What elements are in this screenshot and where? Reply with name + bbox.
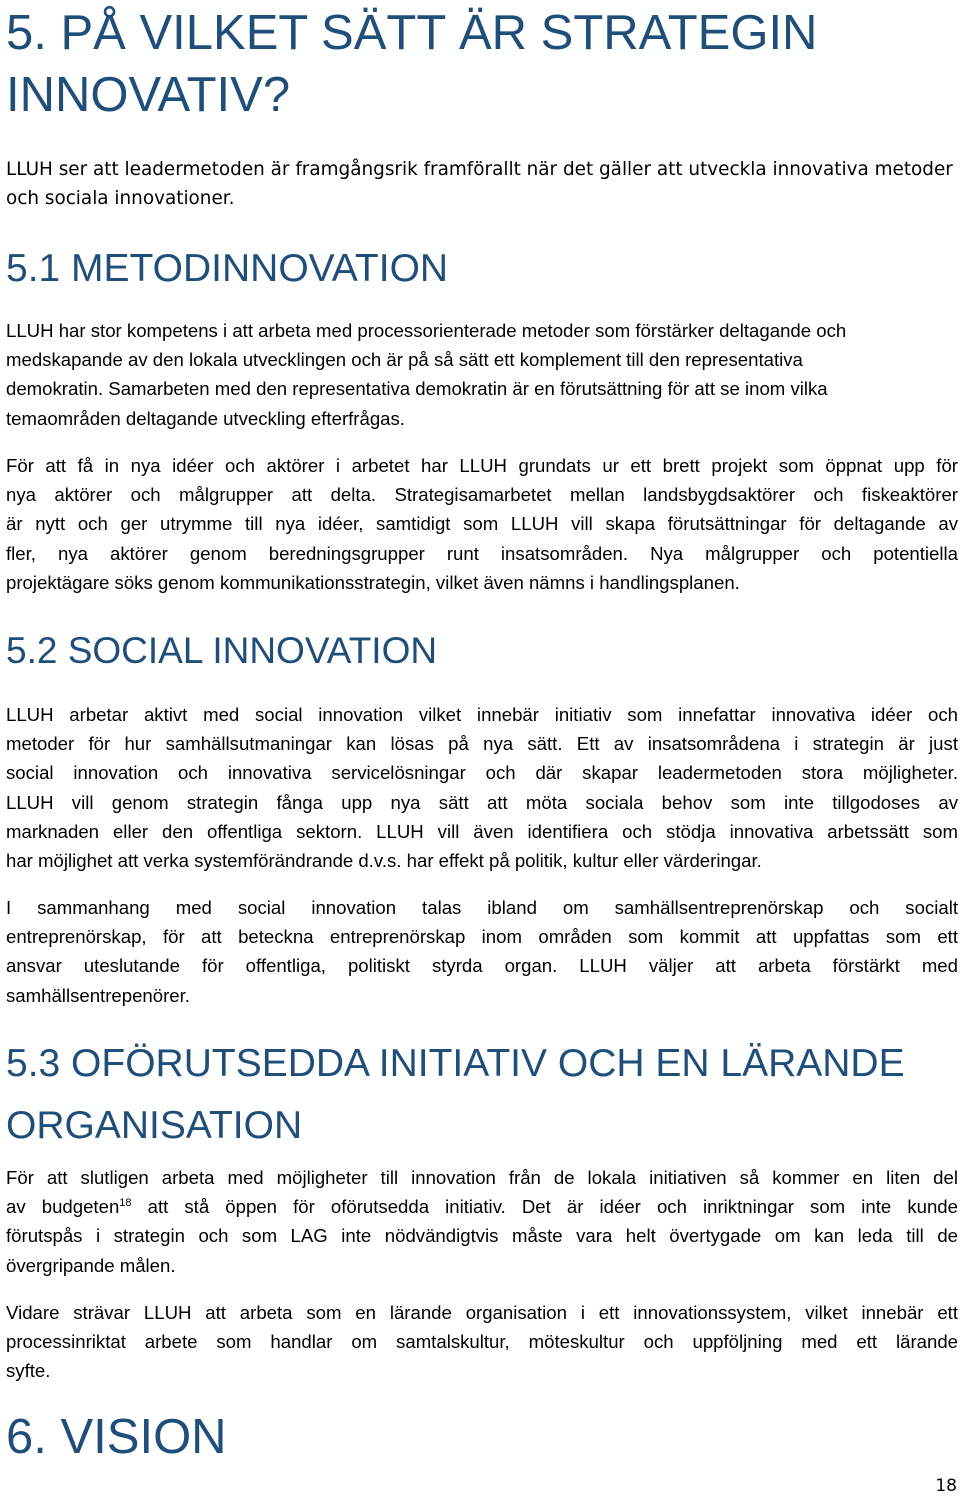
p52b-line2: entreprenörskap, för att beteckna entreprenörskap inom områden som kommit att uppfattas som ett [6,926,958,948]
section-5-1-paragraph-2 [6,451,958,597]
p51a-line1: LLUH har stor kompetens i att arbeta med processorienterade metoder som förstärker deltagande och [6,320,847,341]
intro-line1: LLUH ser att leadermetoden är framgångsrik framförallt när det gäller att utveckla innovativa metoder [6,159,953,180]
p51b-line3: är nytt och ger utrymme till nya idéer, samtidigt som LLUH vill skapa förutsättningar för deltagande av [6,513,958,535]
p52a-line2: metoder för hur samhällsutmaningar kan lösas på nya sätt. Ett av insatsområdena i strategin är just [6,733,958,755]
p52b-line4: samhällsentrepenörer. [6,984,190,1006]
footnote-ref-18: 18 [119,1197,132,1210]
p51a-line3: demokratin. Samarbeten med den representativa demokratin är en förutsättning för att se inom vilka [6,378,828,400]
p53b-line3: syfte. [6,1360,51,1382]
p52a-line5: marknaden eller den offentliga sektorn. LLUH vill även identifiera och stödja innovativa arbetssätt som [6,820,958,842]
p52b-line1: I sammanhang med social innovation talas ibland om samhällsentreprenörskap och socialt [6,897,958,918]
intro-paragraph [6,155,958,213]
p53a-line1: För att slutligen arbeta med möjligheter till innovation från de lokala initiativen så kommer en liten del [6,1167,958,1188]
p52b-line3: ansvar uteslutande för offentliga, politiskt styrda organ. LLUH väljer att arbeta förstärkt med [6,955,958,977]
p53a-line2-pre: av budgeten [6,1196,120,1218]
p53a-line4: övergripande målen. [6,1254,176,1276]
section-5-heading-line2: INNOVATIV? [6,68,291,122]
p53a-line3: förutspås i strategin och som LAG inte nödvändigtvis måste vara helt övertygade om kan leda till de [6,1225,958,1247]
section-5-2-paragraph-2 [6,893,958,1010]
p51a-line2: medskapande av den lokala utvecklingen och är på så sätt ett komplement till den representativa [6,349,803,371]
section-5-heading [6,2,817,126]
section-5-3-heading-line1: 5.3 OFÖRUTSEDDA INITIATIV OCH EN LÄRANDE [6,1042,905,1085]
p51a-line4: temaområden deltagande utveckling efterfrågas. [6,407,405,429]
section-5-1-paragraph-1 [6,316,958,433]
p52a-line1: LLUH arbetar aktivt med social innovation vilket innebär initiativ som innefattar innovativa idéer och [6,704,958,725]
p51b-line4: fler, nya aktörer genom beredningsgrupper runt insatsområden. Nya målgrupper och potentiella [6,542,958,564]
p51b-line1: För att få in nya idéer och aktörer i arbetet har LLUH grundats ur ett brett projekt som öppnat upp för [6,455,958,476]
p51b-line2: nya aktörer och målgrupper att delta. Strategisamarbetet mellan landsbygdsaktörer och fiskeaktörer [6,484,958,506]
section-5-1-heading: 5.1 METODINNOVATION [6,247,449,290]
p53b-line1: Vidare strävar LLUH att arbeta som en lärande organisation i ett innovationssystem, vilket innebär ett [6,1302,958,1323]
page-number: 18 [935,1476,957,1496]
section-5-heading-line1: 5. PÅ VILKET SÄTT ÄR STRATEGIN [6,6,818,60]
section-6-heading: 6. VISION [6,1410,227,1464]
section-5-3-paragraph-2 [6,1298,958,1386]
p53b-line2: processinriktat arbete som handlar om samtalskultur, möteskultur och uppföljning med ett lärande [6,1331,958,1353]
section-5-3-heading [6,1033,905,1157]
p52a-line6: har möjlighet att verka systemförändrande d.v.s. har effekt på politik, kultur eller värderingar. [6,850,762,872]
section-5-2-heading: 5.2 SOCIAL INNOVATION [6,630,438,671]
section-5-3-heading-line2: ORGANISATION [6,1104,303,1147]
p53a-line2 [6,1192,958,1221]
section-5-2-paragraph-1 [6,700,958,875]
p53a-line2-post: att stå öppen för oförutsedda initiativ. Det är idéer och inriktningar som inte kunde [131,1196,958,1218]
p51b-line5: projektägare söks genom kommunikationsstrategin, vilket även nämns i handlingsplanen. [6,571,740,593]
p52a-line4: LLUH vill genom strategin fånga upp nya sätt att möta sociala behov som inte tillgodoses av [6,791,958,813]
intro-line2: och sociala innovationer. [6,188,235,210]
p52a-line3: social innovation och innovativa servicelösningar och där skapar leadermetoden stora möjligheter. [6,762,958,784]
section-5-3-paragraph-1 [6,1163,958,1280]
